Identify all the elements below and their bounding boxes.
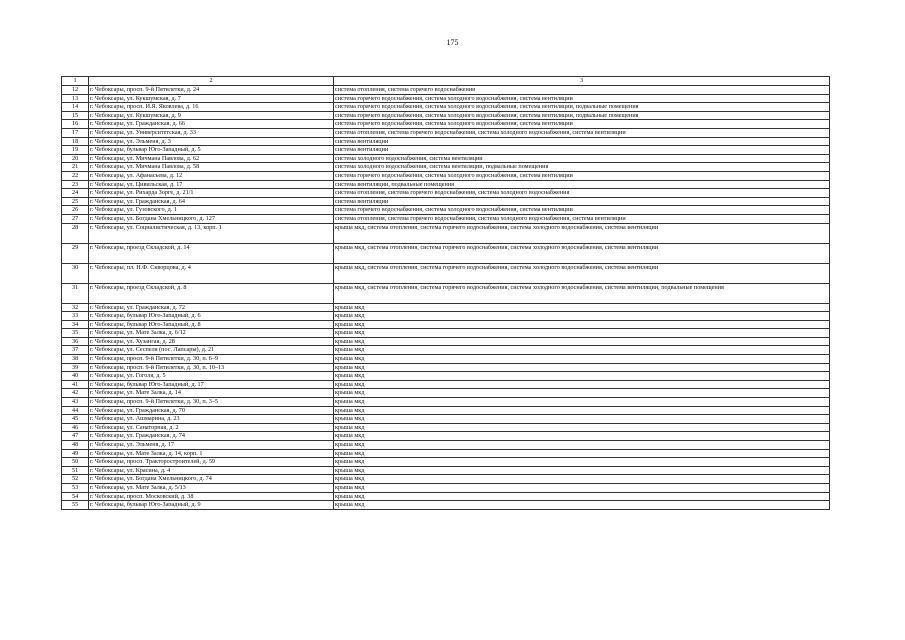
systems-cell: крыша мкд	[334, 492, 830, 501]
address-cell: г. Чебоксары, ул. Сеспеля (пос. Лапсары), д. 21	[89, 346, 334, 355]
address-cell: г. Чебоксары, ул. Гражданская, д. 66	[89, 120, 334, 129]
row-number-cell: 47	[62, 432, 89, 441]
systems-cell: крыша мкд	[334, 389, 830, 398]
systems-cell: система вентиляции, подвальные помещения	[334, 180, 830, 189]
address-cell: г. Чебоксары, бульвар Юго-Западный, д. 17	[89, 380, 334, 389]
table-row	[62, 355, 830, 364]
table-row	[62, 441, 830, 450]
row-number-cell: 46	[62, 423, 89, 432]
address-cell: г. Чебоксары, ул. Эльменя, д. 17	[89, 441, 334, 450]
row-number-cell: 53	[62, 483, 89, 492]
systems-cell: крыша мкд	[334, 423, 830, 432]
table-header-row	[62, 77, 830, 86]
address-cell: г. Чебоксары, просп. И.Я. Яковлева, д. 16	[89, 103, 334, 112]
row-number-cell: 50	[62, 458, 89, 467]
row-number-cell: 12	[62, 86, 89, 95]
table-row	[62, 94, 830, 103]
systems-text: крыша мкд, система отопления, система горячего водоснабжения, система холодного водоснабжения, система вентиляции	[335, 243, 659, 251]
address-cell: г. Чебоксары, ул. Мичмана Павлова, д. 62	[89, 154, 334, 163]
systems-text: крыша мкд, система отопления, система горячего водоснабжения, система холодного водоснабжения, система вентиляции	[335, 223, 659, 231]
systems-cell: система отопления, система горячего водоснабжения, система холодного водоснабжения, система вентиляции	[334, 214, 830, 223]
address-cell: г. Чебоксары, ул. Мате Залка, д. 14, корп. 1	[89, 449, 334, 458]
systems-cell: система отопления, система горячего водоснабжения	[334, 86, 830, 95]
systems-cell	[334, 223, 830, 243]
row-number-cell: 42	[62, 389, 89, 398]
page-number: 175	[446, 38, 459, 47]
systems-cell: крыша мкд	[334, 380, 830, 389]
address-cell: г. Чебоксары, просп. 9-й Пятилетки, д. 30, п. 6–9	[89, 355, 334, 364]
table-row	[62, 154, 830, 163]
table-row	[62, 163, 830, 172]
systems-cell: крыша мкд	[334, 483, 830, 492]
row-number-cell: 23	[62, 180, 89, 189]
row-number-cell: 37	[62, 346, 89, 355]
table-row	[62, 320, 830, 329]
row-number-cell: 31	[62, 283, 89, 303]
row-number-cell: 45	[62, 415, 89, 424]
table-row	[62, 415, 830, 424]
row-number-cell: 51	[62, 466, 89, 475]
systems-cell: крыша мкд	[334, 320, 830, 329]
table-row	[62, 363, 830, 372]
table-row	[62, 214, 830, 223]
table-row	[62, 492, 830, 501]
table-row	[62, 180, 830, 189]
address-cell: г. Чебоксары, ул. Гражданская, д. 70	[89, 406, 334, 415]
systems-cell	[334, 283, 830, 303]
address-cell: г. Чебоксары, ул. Мате Залка, д. 5/13	[89, 483, 334, 492]
systems-cell: крыша мкд	[334, 312, 830, 321]
table-row	[62, 432, 830, 441]
table-row	[62, 398, 830, 407]
address-cell: г. Чебоксары, ул. Эльменя, д. 3	[89, 137, 334, 146]
table-row	[62, 103, 830, 112]
systems-cell: система вентиляции	[334, 146, 830, 155]
address-cell: г. Чебоксары, ул. Красина, д. 4	[89, 466, 334, 475]
row-number-cell: 40	[62, 372, 89, 381]
row-number-cell: 34	[62, 320, 89, 329]
row-number-cell: 18	[62, 137, 89, 146]
table-row	[62, 312, 830, 321]
address-cell: г. Чебоксары, проезд Складской, д. 14	[89, 243, 334, 263]
systems-cell: система горячего водоснабжения, система холодного водоснабжения, система вентиляции	[334, 120, 830, 129]
address-cell: г. Чебоксары, ул. Гузовского, д. 1	[89, 206, 334, 215]
table-row	[62, 458, 830, 467]
address-cell: г. Чебоксары, просп. 9-й Пятилетки, д. 30, п. 10–13	[89, 363, 334, 372]
row-number-cell: 25	[62, 197, 89, 206]
table-row	[62, 189, 830, 198]
address-cell: г. Чебоксары, пл. Н.Ф. Скворцова, д. 4	[89, 263, 334, 283]
systems-cell: крыша мкд	[334, 501, 830, 510]
systems-cell: система горячего водоснабжения, система холодного водоснабжения, система вентиляции	[334, 206, 830, 215]
address-cell: г. Чебоксары, ул. Гоголя, д. 5	[89, 372, 334, 381]
row-number-cell: 27	[62, 214, 89, 223]
systems-cell: крыша мкд	[334, 303, 830, 312]
table-row	[62, 128, 830, 137]
systems-cell: крыша мкд	[334, 449, 830, 458]
row-number-cell: 29	[62, 243, 89, 263]
table-row	[62, 475, 830, 484]
row-number-cell: 32	[62, 303, 89, 312]
systems-cell: крыша мкд	[334, 406, 830, 415]
systems-cell	[334, 243, 830, 263]
systems-cell: система вентиляции	[334, 197, 830, 206]
systems-cell: крыша мкд	[334, 466, 830, 475]
table-row	[62, 206, 830, 215]
row-number-cell: 14	[62, 103, 89, 112]
row-number-cell: 26	[62, 206, 89, 215]
systems-cell: крыша мкд	[334, 372, 830, 381]
address-cell: г. Чебоксары, ул. Мичмана Павлова, д. 58	[89, 163, 334, 172]
table-row	[62, 389, 830, 398]
address-cell: г. Чебоксары, ул. Богдана Хмельницкого, д. 74	[89, 475, 334, 484]
table-row	[62, 197, 830, 206]
table-row	[62, 406, 830, 415]
row-number-cell: 15	[62, 111, 89, 120]
address-cell: г. Чебоксары, ул. Афанасьева, д. 12	[89, 171, 334, 180]
table-row	[62, 329, 830, 338]
row-number-cell: 54	[62, 492, 89, 501]
row-number-cell: 52	[62, 475, 89, 484]
systems-cell: крыша мкд	[334, 415, 830, 424]
column-header-systems: 3	[334, 77, 830, 86]
row-number-cell: 20	[62, 154, 89, 163]
address-cell: г. Чебоксары, бульвар Юго-Западный, д. 9	[89, 501, 334, 510]
address-cell: г. Чебоксары, ул. Хузангая, д. 28	[89, 337, 334, 346]
table-row	[62, 346, 830, 355]
table-row	[62, 337, 830, 346]
systems-cell: система отопления, система горячего водоснабжения, система холодного водоснабжения, система вентиляции	[334, 128, 830, 137]
row-number-cell: 38	[62, 355, 89, 364]
systems-cell	[334, 263, 830, 283]
address-cell: г. Чебоксары, просп. 9-й Пятилетки, д. 30, п. 3–5	[89, 398, 334, 407]
address-cell: г. Чебоксары, ул. Социалистическая, д. 13, корп. 1	[89, 223, 334, 243]
address-cell: г. Чебоксары, просп. Московский, д. 38	[89, 492, 334, 501]
systems-cell: система горячего водоснабжения, система холодного водоснабжения, система вентиляции, подвальные помещения	[334, 103, 830, 112]
row-number-cell: 19	[62, 146, 89, 155]
row-number-cell: 41	[62, 380, 89, 389]
row-number-cell: 33	[62, 312, 89, 321]
row-number-cell: 21	[62, 163, 89, 172]
table-row	[62, 303, 830, 312]
row-number-cell: 28	[62, 223, 89, 243]
systems-cell: система горячего водоснабжения, система холодного водоснабжения, система вентиляции	[334, 94, 830, 103]
address-cell: г. Чебоксары, ул. Гражданская, д. 74	[89, 432, 334, 441]
row-number-cell: 30	[62, 263, 89, 283]
address-cell: г. Чебоксары, ул. Кукшумская, д. 9	[89, 111, 334, 120]
table-row	[62, 137, 830, 146]
systems-cell: крыша мкд	[334, 337, 830, 346]
table-row	[62, 466, 830, 475]
address-cell: г. Чебоксары, бульвар Юго-Западный, д. 6	[89, 312, 334, 321]
systems-cell: система горячего водоснабжения, система холодного водоснабжения, система вентиляции, подвальные помещения	[334, 111, 830, 120]
systems-cell: система горячего водоснабжения, система холодного водоснабжения, система вентиляции	[334, 171, 830, 180]
column-header-number: 1	[62, 77, 89, 86]
table-row	[62, 223, 830, 243]
table-row	[62, 146, 830, 155]
address-cell: г. Чебоксары, ул. Цивильская, д. 17	[89, 180, 334, 189]
table-row	[62, 372, 830, 381]
column-header-address: 2	[89, 77, 334, 86]
table-row	[62, 449, 830, 458]
address-cell: г. Чебоксары, ул. Мате Залка, д. 6/12	[89, 329, 334, 338]
row-number-cell: 55	[62, 501, 89, 510]
table-row	[62, 171, 830, 180]
row-number-cell: 13	[62, 94, 89, 103]
systems-cell: крыша мкд	[334, 329, 830, 338]
row-number-cell: 16	[62, 120, 89, 129]
table-row	[62, 111, 830, 120]
systems-cell: крыша мкд	[334, 363, 830, 372]
row-number-cell: 39	[62, 363, 89, 372]
table-row	[62, 380, 830, 389]
systems-cell: крыша мкд	[334, 398, 830, 407]
systems-cell: крыша мкд	[334, 355, 830, 364]
address-cell: г. Чебоксары, проезд Складской, д. 8	[89, 283, 334, 303]
row-number-cell: 35	[62, 329, 89, 338]
systems-cell: крыша мкд	[334, 475, 830, 484]
row-number-cell: 36	[62, 337, 89, 346]
systems-cell: система вентиляции	[334, 137, 830, 146]
row-number-cell: 49	[62, 449, 89, 458]
address-cell: г. Чебоксары, бульвар Юго-Западный, д. 8	[89, 320, 334, 329]
systems-cell: крыша мкд	[334, 441, 830, 450]
table-row	[62, 120, 830, 129]
systems-cell: система холодного водоснабжения, система вентиляции, подвальные помещения	[334, 163, 830, 172]
address-cell: г. Чебоксары, ул. Кукшумская, д. 7	[89, 94, 334, 103]
row-number-cell: 24	[62, 189, 89, 198]
address-cell: г. Чебоксары, ул. Санаторная, д. 2	[89, 423, 334, 432]
row-number-cell: 22	[62, 171, 89, 180]
table-row	[62, 86, 830, 95]
row-number-cell: 43	[62, 398, 89, 407]
table-row	[62, 501, 830, 510]
address-cell: г. Чебоксары, ул. Гражданская, д. 64	[89, 197, 334, 206]
systems-cell: система холодного водоснабжения, система вентиляции	[334, 154, 830, 163]
row-number-cell: 17	[62, 128, 89, 137]
table-row	[62, 423, 830, 432]
systems-cell: система отопления, система горячего водоснабжения, система холодного водоснабжения	[334, 189, 830, 198]
table-row	[62, 283, 830, 303]
address-cell: г. Чебоксары, ул. Ашмарина, д. 23	[89, 415, 334, 424]
address-cell: г. Чебоксары, просп. 9-й Пятилетки, д. 24	[89, 86, 334, 95]
systems-cell: крыша мкд	[334, 458, 830, 467]
row-number-cell: 48	[62, 441, 89, 450]
address-cell: г. Чебоксары, ул. Университетская, д. 33	[89, 128, 334, 137]
registry-table	[61, 76, 830, 510]
row-number-cell: 44	[62, 406, 89, 415]
address-cell: г. Чебоксары, бульвар Юго-Западный, д. 5	[89, 146, 334, 155]
address-cell: г. Чебоксары, ул. Богдана Хмельницкого, д. 127	[89, 214, 334, 223]
table-row	[62, 263, 830, 283]
systems-text: крыша мкд, система отопления, система горячего водоснабжения, система холодного водоснабжения, система вентиляции	[335, 263, 659, 271]
address-cell: г. Чебоксары, просп. Тракторостроителей, д. 59	[89, 458, 334, 467]
table-row	[62, 243, 830, 263]
table-row	[62, 483, 830, 492]
address-cell: г. Чебоксары, ул. Мате Залка, д. 14	[89, 389, 334, 398]
systems-text: крыша мкд, система отопления, система горячего водоснабжения, система холодного водоснабжения, система вентиляции, подвальные помещения	[335, 283, 724, 291]
systems-cell: крыша мкд	[334, 432, 830, 441]
systems-cell: крыша мкд	[334, 346, 830, 355]
address-cell: г. Чебоксары, ул. Гражданская, д. 72	[89, 303, 334, 312]
address-cell: г. Чебоксары, ул. Рихарда Зорге, д. 21/1	[89, 189, 334, 198]
